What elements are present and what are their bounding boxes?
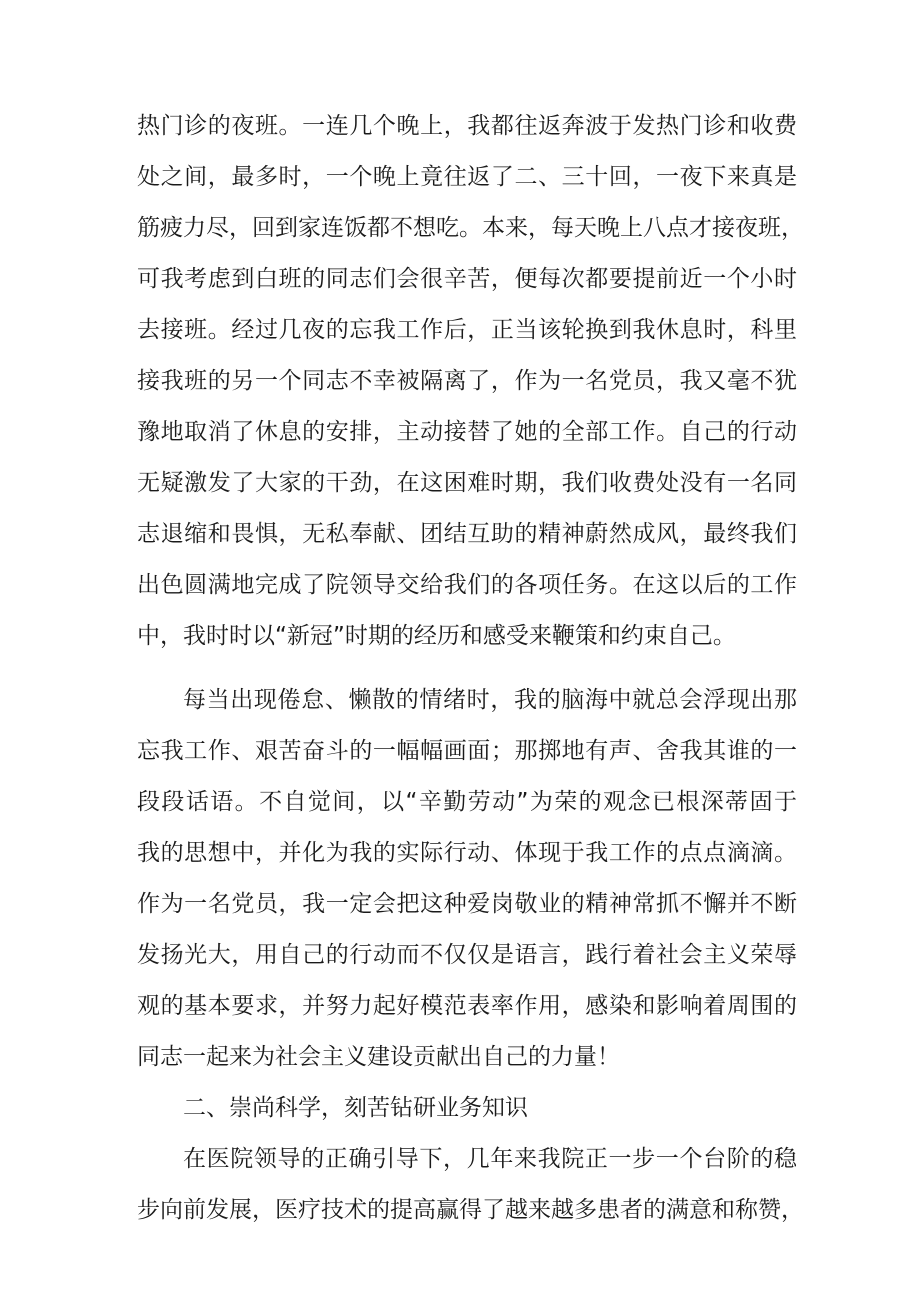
text-line-13: 忘我工作、艰苦奋斗的一幅幅画面；那掷地有声、舍我其谁的一	[137, 738, 797, 764]
text-line-14: 段段话语。不自觉间，以“辛勤劳动”为荣的观念已根深蒂固于	[137, 789, 797, 815]
text-line-12: 每当出现倦怠、懒散的情绪时，我的脑海中就总会浮现出那	[183, 687, 797, 713]
text-line-6: 接我班的另一个同志不幸被隔离了，作为一名党员，我又毫不犹	[137, 368, 797, 394]
text-line-22: 步向前发展，医疗技术的提高赢得了越来越多患者的满意和称赞，	[137, 1197, 804, 1223]
text-line-9: 志退缩和畏惧，无私奉献、团结互助的精神蔚然成风，最终我们	[137, 521, 797, 547]
text-line-11: 中，我时时以“新冠”时期的经历和感受来鞭策和约束自己。	[137, 623, 736, 649]
text-line-2: 处之间，最多时，一个晚上竟往返了二、三十回，一夜下来真是	[137, 164, 797, 190]
text-line-15: 我的思想中，并化为我的实际行动、体现于我工作的点点滴滴。	[137, 840, 797, 866]
text-line-10: 出色圆满地完成了院领导交给我们的各项任务。在这以后的工作	[137, 572, 797, 598]
text-line-16: 作为一名党员，我一定会把这种爱岗敬业的精神常抓不懈并不断	[137, 891, 797, 917]
text-line-5: 去接班。经过几夜的忘我工作后，正当该轮换到我休息时，科里	[137, 317, 797, 343]
text-line-17: 发扬光大，用自己的行动而不仅仅是语言，践行着社会主义荣辱	[137, 942, 797, 968]
text-line-7: 豫地取消了休息的安排，主动接替了她的全部工作。自己的行动	[137, 419, 797, 445]
section-heading: 二、崇尚科学，刻苦钻研业务知识	[183, 1095, 528, 1121]
text-line-18: 观的基本要求，并努力起好模范表率作用，感染和影响着周围的	[137, 993, 797, 1019]
text-line-19: 同志一起来为社会主义建设贡献出自己的力量！	[137, 1044, 620, 1070]
text-line-4: 可我考虑到白班的同志们会很辛苦，便每次都要提前近一个小时	[137, 266, 797, 292]
text-line-8: 无疑激发了大家的干劲，在这困难时期，我们收费处没有一名同	[137, 470, 797, 496]
text-line-1: 热门诊的夜班。一连几个晚上，我都往返奔波于发热门诊和收费	[137, 113, 797, 139]
text-line-21: 在医院领导的正确引导下，几年来我院正一步一个台阶的稳	[183, 1146, 797, 1172]
text-line-3: 筋疲力尽，回到家连饭都不想吃。本来，每天晚上八点才接夜班，	[137, 215, 804, 241]
